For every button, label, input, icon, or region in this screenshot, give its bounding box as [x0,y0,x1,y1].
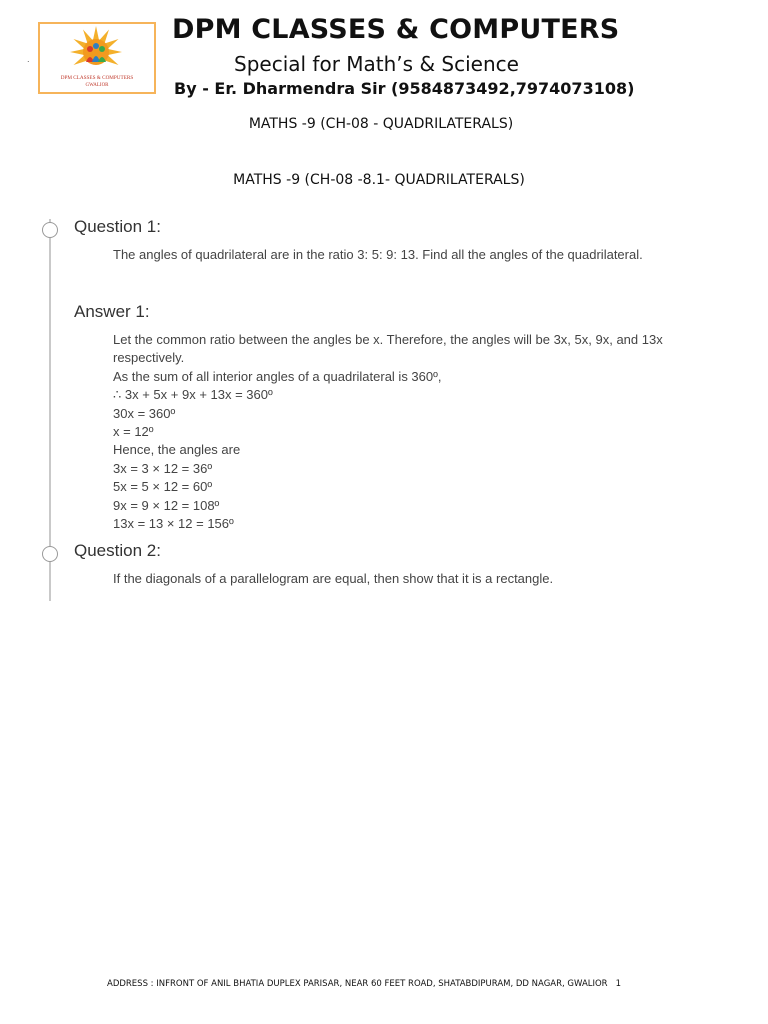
footer [107,979,621,989]
answer-line: x = 12º [113,424,154,440]
answer-line: 3x = 3 × 12 = 36º [113,460,213,476]
answer-line: 13x = 13 × 12 = 156º [113,516,234,532]
answer-line: Let the common ratio between the angles be x. Therefore, the angles will be 3x, 5x, 9x, and 13x [113,332,663,347]
answer-line: As the sum of all interior angles of a quadrilateral is 360º, [113,368,442,384]
footer-address: ADDRESS : INFRONT OF ANIL BHATIA DUPLEX PARISAR, NEAR 60 FEET ROAD, SHATABDIPURAM, DD NAGAR, GWALIOR [107,979,608,989]
answer-line: 9x = 9 × 12 = 108º [113,497,220,513]
logo-text: DPM CLASSES & COMPUTERS [60,75,134,81]
institute-logo [38,22,156,94]
question-1-heading: Question 1: [74,217,161,236]
tagline: Special for Math’s & Science [234,52,519,76]
svg-text:GWALIOR: GWALIOR [85,83,109,88]
answer-line: respectively. [113,350,185,366]
brand-name: DPM CLASSES & COMPUTERS [172,14,620,45]
question-2-circle-icon [42,546,58,562]
byline: By - Er. Dharmendra Sir (9584873492,7974073108) [174,79,635,98]
page-number: 1 [615,979,622,989]
answer-line: 30x = 360º [113,405,176,421]
exercise-title: MATHS -9 (CH-08 -8.1- QUADRILATERALS) [233,172,525,188]
answer-line: ∴ 3x + 5x + 9x + 13x = 360º [113,387,273,403]
answer-1-body [113,331,713,533]
stray-dot: . [27,55,30,64]
question-2-text: If the diagonals of a parallelogram are equal, then show that it is a rectangle. [113,571,554,586]
answer-line: 5x = 5 × 12 = 60º [113,479,213,495]
timeline-line [49,219,51,601]
question-1-text: The angles of quadrilateral are in the ratio 3: 5: 9: 13. Find all the angles of the quadrilateral. [113,247,643,262]
chapter-title: MATHS -9 (CH-08 - QUADRILATERALS) [248,116,514,132]
question-2-heading: Question 2: [74,541,161,560]
sun-logo-icon [40,24,154,92]
answer-1-heading: Answer 1: [74,302,150,321]
question-1-circle-icon [42,222,58,238]
answer-line: Hence, the angles are [113,442,241,458]
